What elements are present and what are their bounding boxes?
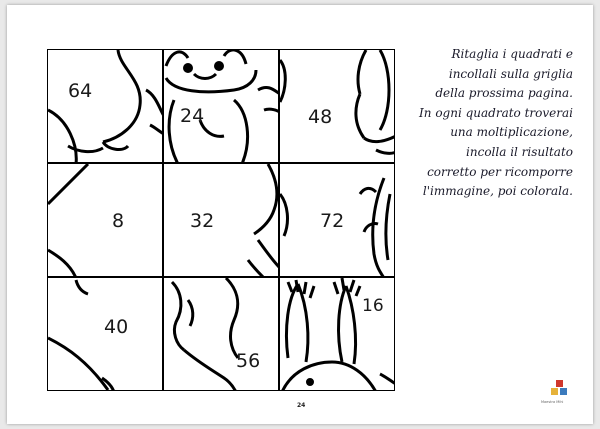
instruction-line: della prossima pagina.: [435, 86, 573, 101]
cell-number: 16: [362, 296, 384, 316]
puzzle-cell-7[interactable]: [47, 277, 163, 391]
cell-number: 56: [236, 350, 261, 372]
puzzle-cell-9[interactable]: [279, 277, 395, 391]
logo-block-icon: [556, 380, 563, 387]
instruction-line: In ogni quadrato troverai: [419, 105, 573, 120]
worksheet-page: [7, 5, 593, 424]
squirrel-fragment: [164, 164, 279, 277]
puzzle-cell-8[interactable]: [163, 277, 279, 391]
squirrel-fragment: [48, 164, 163, 277]
instruction-line: incolla il risultato: [466, 144, 573, 159]
puzzle-cell-5[interactable]: [163, 163, 279, 277]
cell-number: 24: [180, 105, 205, 127]
puzzle-cell-3[interactable]: [279, 49, 395, 163]
logo-block-icon: [551, 388, 558, 395]
instruction-line: Ritaglia i quadrati e: [451, 47, 573, 61]
instruction-line: l'immagine, poi colorala.: [422, 184, 573, 199]
squirrel-tail-fragment: [164, 278, 279, 391]
instruction-line: incollali sulla griglia: [448, 66, 573, 81]
logo-block-icon: [560, 388, 567, 395]
squirrel-fragment: [280, 50, 395, 163]
instructions-text: [405, 45, 573, 202]
cell-number: 64: [68, 80, 93, 102]
squirrel-fragment: [48, 50, 163, 163]
cell-number: 72: [320, 210, 345, 232]
instruction-line: corretto per ricomporre: [427, 164, 573, 179]
puzzle-cell-2[interactable]: [163, 49, 279, 163]
puzzle-cell-6[interactable]: [279, 163, 395, 277]
puzzle-cell-4[interactable]: [47, 163, 163, 277]
cell-number: 40: [104, 316, 129, 338]
cell-number: 32: [190, 210, 215, 232]
instruction-line: una moltiplicazione,: [450, 125, 573, 140]
logo-caption: Maestra Mihi: [541, 400, 564, 404]
puzzle-cell-1[interactable]: [47, 49, 163, 163]
cell-number: 8: [112, 210, 125, 232]
page-number: 24: [297, 402, 306, 409]
squirrel-ears-fragment: [280, 278, 395, 391]
puzzle-grid: [47, 49, 395, 392]
cell-number: 48: [308, 106, 333, 128]
